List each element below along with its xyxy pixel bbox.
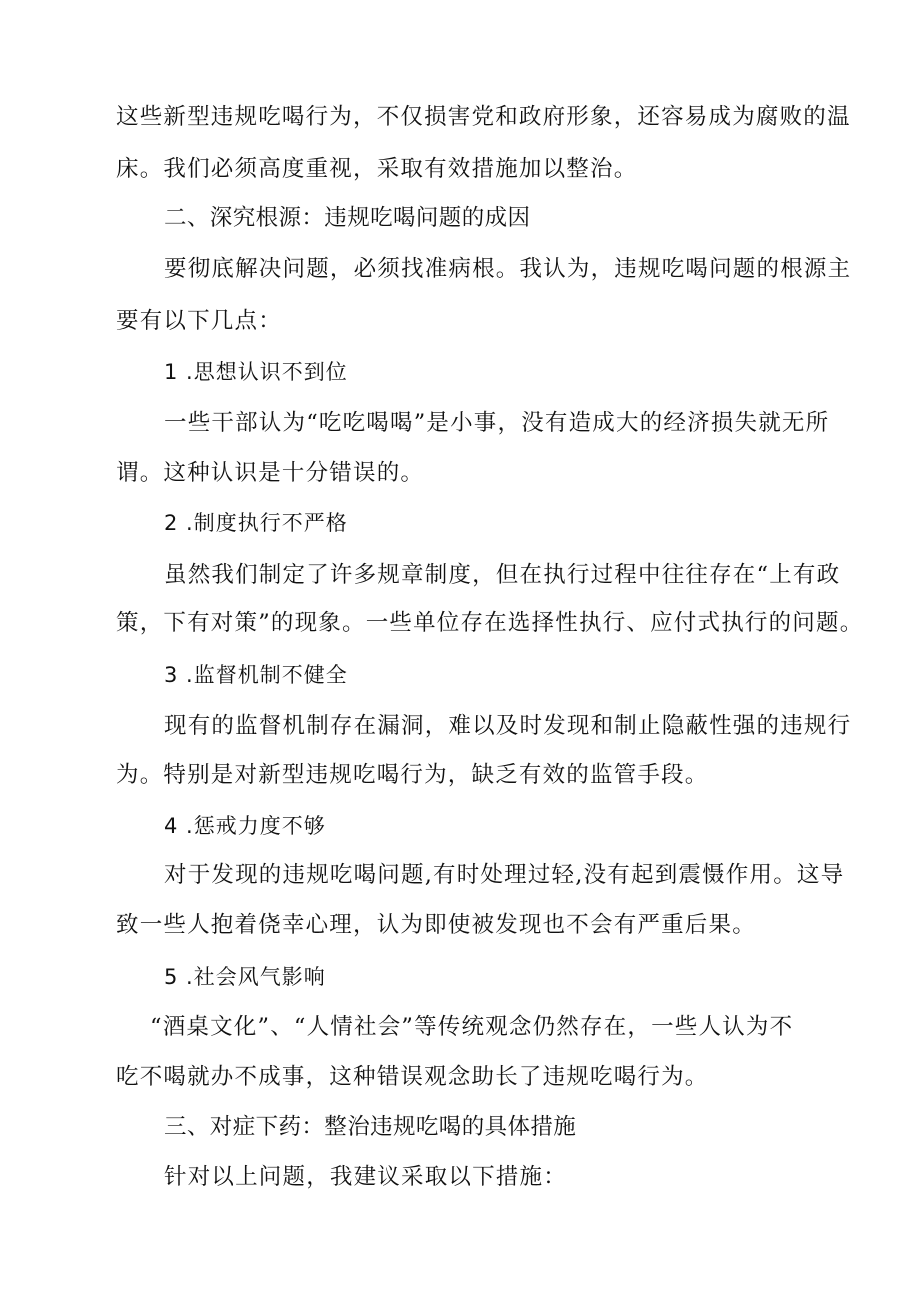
item-3-line-1: 现有的监督机制存在漏洞，难以及时发现和制止隐蔽性强的违规行 <box>164 713 852 739</box>
item-4-line-2: 致一些人抱着侥幸心理，认为即使被发现也不会有严重后果。 <box>116 912 756 938</box>
item-2-line-2: 策，下有对策”的现象。一些单位存在选择性执行、应付式执行的问题。 <box>116 610 864 636</box>
item-4-title: 4 .惩戒力度不够 <box>164 814 326 838</box>
item-5-line-1: “酒桌文化”、“人情社会”等传统观念仍然存在，一些人认为不 <box>150 1014 794 1040</box>
intro-line-1: 这些新型违规吃喝行为，不仅损害党和政府形象，还容易成为腐败的温 <box>116 104 851 130</box>
item-1-line-2: 谓。这种认识是十分错误的。 <box>116 460 425 486</box>
item-1-line-1: 一些干部认为“吃吃喝喝”是小事，没有造成大的经济损失就无所 <box>164 410 830 436</box>
item-4-line-1: 对于发现的违规吃喝问题,有时处理过轻,没有起到震慑作用。这导 <box>164 862 845 888</box>
section-2-lead-line-2: 要有以下几点： <box>116 308 282 334</box>
section-3-heading: 三、对症下药：整治违规吃喝的具体措施 <box>164 1114 577 1140</box>
section-2-lead-line-1: 要彻底解决问题，必须找准病根。我认为，违规吃喝问题的根源主 <box>164 256 852 282</box>
intro-line-2: 床。我们必须高度重视，采取有效措施加以整治。 <box>116 156 638 182</box>
item-3-line-2: 为。特别是对新型违规吃喝行为，缺乏有效的监管手段。 <box>116 762 709 788</box>
section-2-heading: 二、深究根源：违规吃喝问题的成因 <box>164 205 531 231</box>
section-3-lead: 针对以上问题，我建议采取以下措施： <box>164 1164 567 1190</box>
item-5-title: 5 .社会风气影响 <box>164 965 326 989</box>
item-5-line-2: 吃不喝就办不成事，这种错误观念助长了违规吃喝行为。 <box>116 1064 709 1090</box>
item-1-title: 1 .思想认识不到位 <box>164 360 348 384</box>
item-3-title: 3 .监督机制不健全 <box>164 663 348 687</box>
item-2-line-1: 虽然我们制定了许多规章制度，但在执行过程中往往存在“上有政 <box>164 562 841 588</box>
item-2-title: 2 .制度执行不严格 <box>164 511 348 535</box>
